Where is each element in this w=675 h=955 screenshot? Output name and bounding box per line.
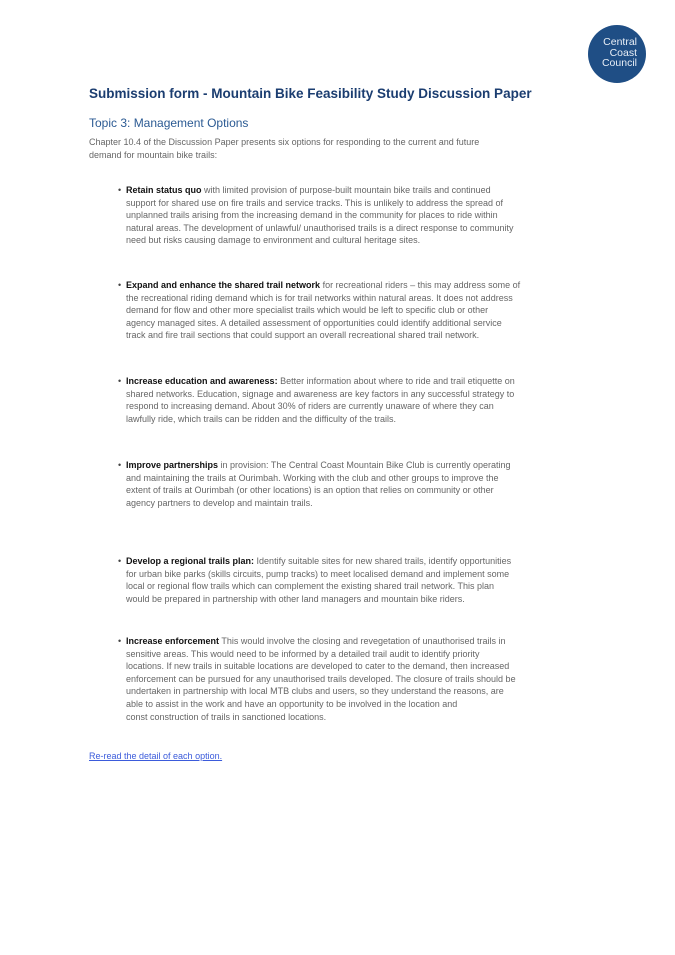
option-title: Increase education and awareness: [126,376,278,386]
option-line: locations. If new trails in suitable locations are developed to cater to the demand, then increased [126,661,510,672]
option-text: for recreational riders – this may address some of [320,280,521,290]
option-line: undertaken in partnership with local MTB clubs and users, so they understand the reasons, are [126,686,504,697]
option-line: the recreational riding demand which is for trail networks within natural areas. It does not address [126,292,513,303]
option-line: would be prepared in partnership with other land managers and mountain bike riders. [126,593,465,604]
option-line: extent of trails at Ourimbah (or other locations) is an option that relies on community or other [126,485,494,496]
option-line: support for shared use on fire trails and service tracks. This is unlikely to address the spread of [126,197,504,208]
option-line: for urban bike parks (skills circuits, pump tracks) to meet localised demand and implement some [126,568,510,579]
option-line [126,184,514,197]
logo-text: Council [601,57,637,69]
option-line [126,279,520,292]
option-line [126,635,516,648]
option-list-item [118,184,514,247]
option-line: natural areas. The development of unlawful/ unauthorised trails is a direct response to community [126,222,514,233]
option-line: const construction of trails in sanctioned locations. [126,711,327,722]
option-text: Better information about where to ride and trail etiquette on [277,376,515,386]
option-text: This would involve the closing and revegetation of unauthorised trails in [219,636,506,646]
option-line: local or regional flow trails which can complement the existing shared trail network. This plan [126,581,495,592]
option-list-item [118,459,511,509]
option-line [126,555,511,568]
option-line [126,459,511,472]
option-line: respond to increasing demand. About 30% of riders are currently unaware of where they can [126,401,494,412]
intro-line: demand for mountain bike trails: [89,149,218,160]
option-title: Expand and enhance the shared trail network [126,280,321,290]
option-line: lawfully ride, which trails can be ridden and the difficulty of the trails. [126,413,396,424]
option-line: agency partners to develop and maintain trails. [126,497,313,508]
central-coast-council-logo [588,25,646,83]
option-line: and maintaining the trails at Ourimbah. Working with the club and other groups to improve the [126,472,499,483]
option-line: need but risks causing damage to environment and cultural heritage sites. [126,235,421,246]
option-title: Retain status quo [126,185,202,195]
option-title: Develop a regional trails plan: [126,556,255,566]
logo-text: Coast [609,46,637,59]
option-text: in provision: The Central Coast Mountain Bike Club is currently operating [218,460,511,470]
bullet-icon: • [118,636,122,646]
page-title: Submission form - Mountain Bike Feasibility Study Discussion Paper [89,86,532,101]
bullet-icon: • [118,376,122,386]
topic-heading: Topic 3: Management Options [89,116,249,130]
option-line: track and fire trail sections that could support an overall recreational shared trail network. [126,330,480,341]
option-line: shared networks. Education, signage and awareness are key factors in any successful strategy to [126,388,515,399]
option-list-item [118,635,516,723]
option-line: demand for flow and other more specialist trails which would be left to specific club or other [126,305,489,316]
option-title: Improve partnerships [126,460,219,470]
option-line: enforcement can be pursued for any unauthorised trails developed. The closure of trails should be [126,673,516,684]
option-list-item [118,375,515,425]
option-line: unplanned trails arising from the increasing demand in the community for places to ride within [126,210,498,221]
option-line: agency managed sites. A detailed assessment of opportunities could identify additional service [126,317,502,328]
bullet-icon: • [118,556,122,566]
option-list-item [118,279,520,342]
option-text: with limited provision of purpose-built mountain bike trails and continued [201,185,491,195]
option-line: sensitive areas. This would need to be informed by a detailed trail audit to identify priority [126,648,480,659]
reread-options-link[interactable]: Re-read the detail of each option. [89,751,223,761]
intro-paragraph [89,136,479,161]
option-list-item [118,555,511,605]
option-line [126,375,515,388]
option-line: able to assist in the work and have an opportunity to be involved in the location and [126,698,458,709]
intro-line: Chapter 10.4 of the Discussion Paper presents six options for responding to the current and future [89,137,480,147]
logo-text: Central [603,36,637,48]
bullet-icon: • [118,280,122,290]
bullet-icon: • [118,185,122,195]
bullet-icon: • [118,460,122,470]
option-text: Identify suitable sites for new shared trails, identify opportunities [254,556,512,566]
option-title: Increase enforcement [126,636,220,646]
